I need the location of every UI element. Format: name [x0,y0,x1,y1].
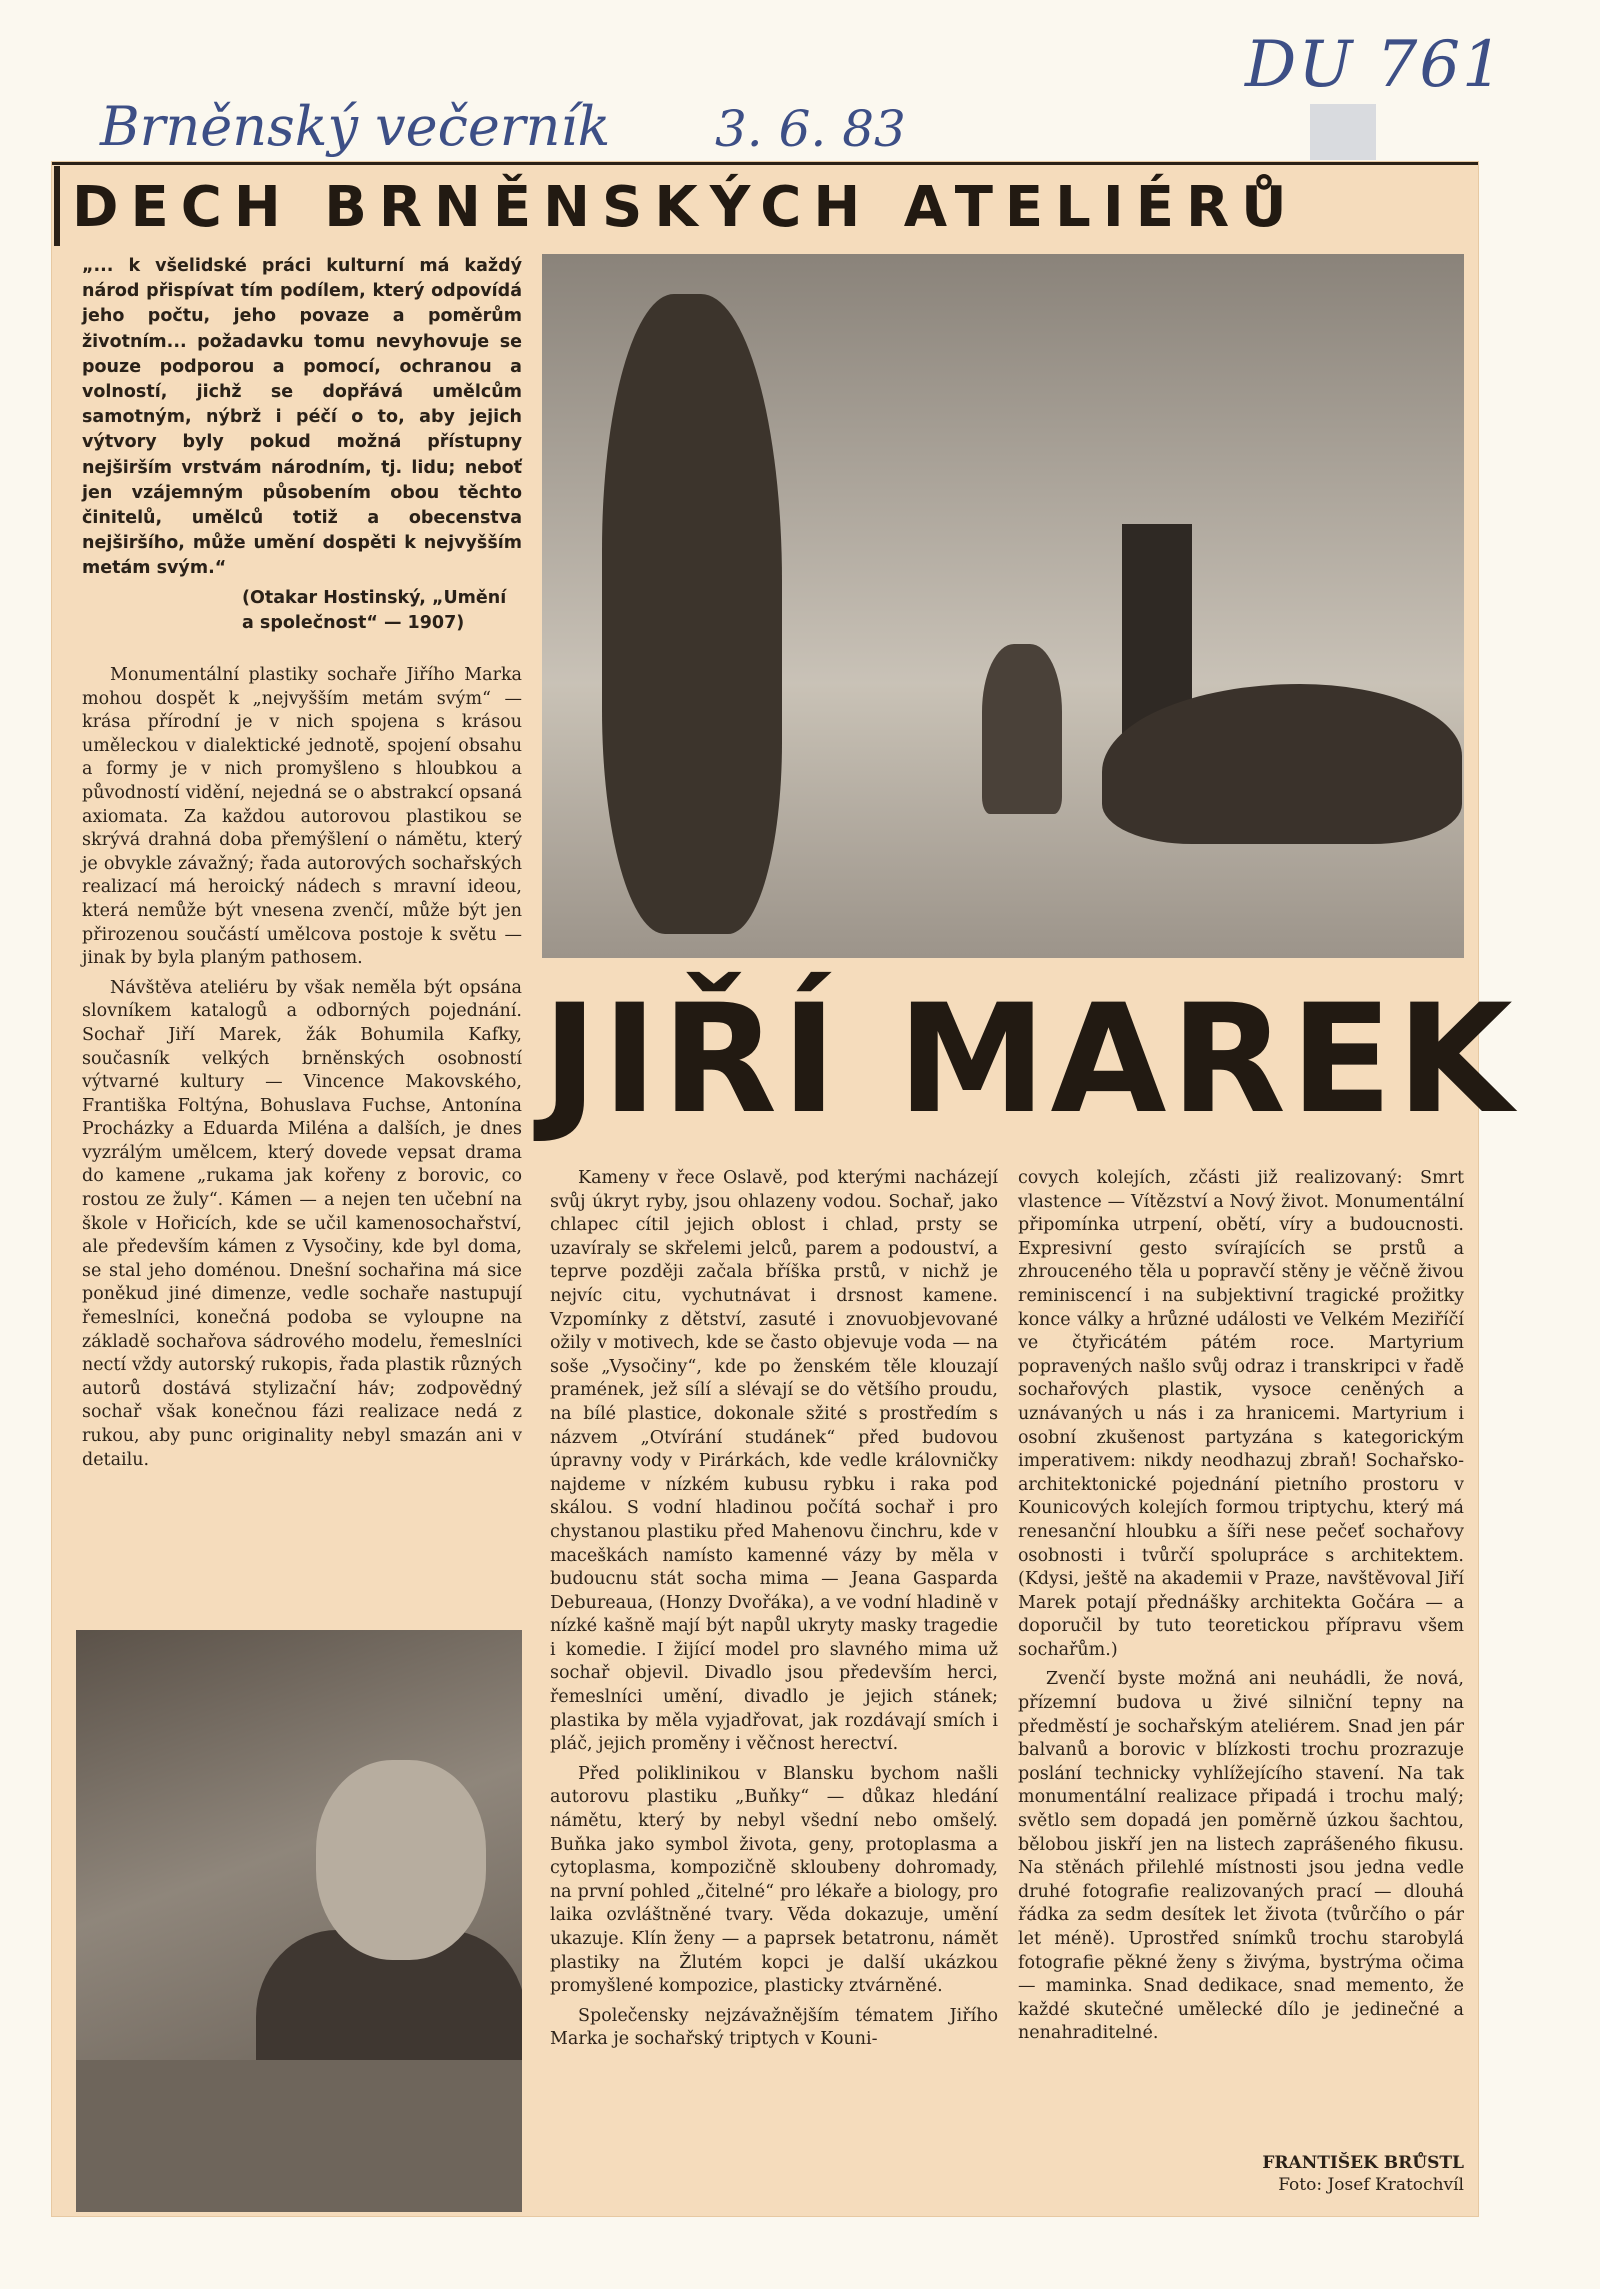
handwritten-archive-ref: DU 761 [1245,28,1505,102]
portrait-photo [76,1630,522,2212]
headline-rule [52,162,1478,165]
quote-citation: (Otakar Hostinský, „Umění a společnost“ — 1907) [242,587,507,633]
epigraph-quote [82,254,522,636]
paragraph: Kameny v řece Oslavě, pod kterými nacházejí svůj úkryt ryby, jsou ohlazeny vodou. Sochař, jako chlapec cítil jejich oblost i chlad, prsty se uzavíraly se skřelemi jelců, parem a podouství, a teprve později začala bříška prstů, v nichž je nejvíc citu, vychutnávat i drsnost kamene. Vzpomínky z dětství, zasuté i znovuobjevované ožily v motivech, kde se často objevuje voda — na soše „Vysočiny“, kde po ženském těle klouzají pramének, jež sílí a slévají se do většího proudu, na bílé plastice, dokonale sžité s prostředím s názvem „Otvírání studánek“ před budovou úpravny vody v Pirárkách, kde vedle královničky najdeme v nízkém kubusu rybku i raka pod skálou. S vodní hladinou počítá sochař i pro chystanou plastiku před Mahenovu činchru, kde v maceškách namísto kamenné vázy by měla v budoucnu stát socha mima — Jeana Gasparda Debureaua, (Honzy Dvořáka), a ve vodní hladině v nízké kašně mají být napůl ukryty masky tragedie i komedie. I žijící model pro slavného mima už sochař objevil. Divadlo jsou především herci, řemeslníci umění, divadlo je jejich stánek; plastika by měla vyjadřovat, jak rozdávají smích i pláč, jejich proměny i věčnost herectví. [550,1168,998,1755]
exhibition-photo [542,254,1464,958]
handwritten-date: 3. 6. 83 [715,100,906,158]
handwritten-source: Brněnský večerník [100,95,611,158]
photo-credit: Foto: Josef Kratochvíl [1278,2175,1464,2195]
author-byline: FRANTIŠEK BRŮSTL [1262,2153,1464,2173]
archive-tab [1310,104,1376,160]
headline-bar [54,166,60,246]
quote-text: „... k všelidské práci kulturní má každý národ přispívat tím podílem, který odpovídá jeho počtu, jeho povaze a poměrům životním... požadavku tomu nevyhovuje se pouze podporou a pomocí, ochranou a volností, jichž se dopřává umělcům samotným, nýbrž i péčí o to, aby jejich výtvory byly pokud možná přístupny nejširším vrstvám národním, tj. lidu; neboť jen vzájemným působením obou těchto činitelů, umělců totiž a obecenstva nejširšího, může umění dospěti k nejvyšším metám svým.“ [82,256,522,579]
sculptor-name-title: JIŘÍ MAREK [542,973,1517,1147]
paragraph: Společensky nejzávažnějším tématem Jiřího Marka je sochařský triptych v Kouni- [550,2005,998,2050]
newspaper-clipping [52,162,1517,2216]
paragraph: Zvenčí byste možná ani neuhádli, že nová, přízemní budova u živé silniční tepny na předměstí je sochařským ateliérem. Snad jen pár balvanů a borovic v blízkosti trochu prozrazuje poslání technicky vyhlížejícího stavení. Na tak monumentální realizace připadá i trochu malý; světlo sem dopadá jen poměrně úzkou šachtou, bělobou jiskří jen na listech zaprášeného fikusu. Na stěnách přilehlé místnosti jsou jedna vedle druhé fotografie realizovaných prací — dlouhá řádka za sedm desítek let života (tvůrčího o pár let méně). Uprostřed snímků trochu starobylá fotografie pěkné ženy s živýma, bystrýma očima — maminka. Snad dedikace, snad memento, že každé skutečné umělecké dílo je jedinečné a nenahraditelné. [1018,1669,1464,2044]
article-column-middle [550,1167,998,2052]
article-column-left [82,664,522,1472]
paragraph: Návštěva ateliéru by však neměla být opsána slovníkem katalogů a odborných pojednání. Sochař Jiří Marek, žák Bohumila Kafky, současník velkých brněnských osobností výtvarné kultury — Vincence Makovského, Františka Foltýna, Bohuslava Fuchse, Antonína Procházky a Eduarda Miléna a dalších, je dnes vyzrálým umělcem, který dovede vepsat drama do kamene „rukama jak kořeny z borovic, co rostou ze žuly“. Kámen — a nejen ten učební na škole v Hořicích, kde se učil kamenosochařství, ale především kámen z Vysočiny, kde byl doma, se stal jeho doménou. Dnešní sochařina má sice poněkud jiné dimenze, vedle sochaře nastupují řemeslníci, konečná podoba se vyloupne na základě sochařova sádrového modelu, řemeslníci nectí vždy autorský rukopis, řada plastik různých autorů dostává stylizační háv; zodpovědný sochař však konečnou fázi realizace nedá z rukou, aby punc originality nebyl smazán ani v detailu. [82,977,522,1470]
paragraph: covych kolejích, zčásti již realizovaný: Smrt vlastence — Vítězství a Nový život. Monumentální připomínka utrpení, obětí, víry a budoucnosti. Expresivní gesto svírajících se prstů a zhrouceného těla u popravčí stěny je věčně živou reminiscencí i na subjektivní tragické prožitky konce války a hrůzné události ve Velkém Meziříčí ve čtyřicátém pátém roce. Martyrium popravených našlo svůj odraz i transkripci v řadě sochařových plastik, vysoce ceněných a uznávaných u nás i za hranicemi. Martyrium i osobní zkušenost partyzána s kategorickým imperativem: nikdy neodhazuj zbraň! Sochařsko-architektonické pojednání pietního prostoru v Kounicových kolejích formou triptychu, který má renesanční hloubku a šíři nese pečeť sochařovy osobnosti i tvůrčí spolupráce s architektem. (Kdysi, ještě na akademii v Praze, navštěvoval Jiří Marek potají přednášky architekta Gočára — a doporučil by tuto teoretickou přípravu všem sochařům.) [1018,1168,1464,1660]
tall-sculpture [602,294,782,934]
article-column-right [1018,1167,1464,2046]
portrait-face [316,1760,486,1960]
paragraph: Monumentální plastiky sochaře Jiřího Marka mohou dospět k „nejvyšším metám svým“ — krása přírodní je v nich spojena s krásou uměleckou v dialektické jednotě, spojení obsahu a formy je v nich promyšleno s hloubkou a původností vidění, nejedná se o abstrakcí opsaná axiomata. Za každou autorovou plastikou se skrývá drahná doba přemýšlení o námětu, který je obvykle závažný; řada autorových sochařských realizací má heroický nádech s mravní ideou, která nemůže být vnesena zvenčí, může být jen přirozenou součástí umělcova postoje k světu — jinak by byla planým pathosem. [82,665,522,969]
seated-sculptor [982,644,1062,814]
headline: DECH BRNĚNSKÝCH ATELIÉRŮ [72,175,1299,240]
paragraph: Před poliklinikou v Blansku bychom našli autorovu plastiku „Buňky“ — důkaz hledání námětu, který by nebyl všední nebo omšelý. Buňka jako symbol života, geny, protoplasma a cytoplasma, kompozičně skloubeny dohromady, na první pohled „čitelné“ pro lékaře a biology, pro laika ozvláštněné tvary. Věda dokazuje, umění ukazuje. Klín ženy — a paprsek betatronu, námět plastiky na Žlutém kopci je další ukázkou promyšlené kompozice, plasticky ztvárněné. [550,1763,998,1997]
portrait-table [76,2060,522,2212]
